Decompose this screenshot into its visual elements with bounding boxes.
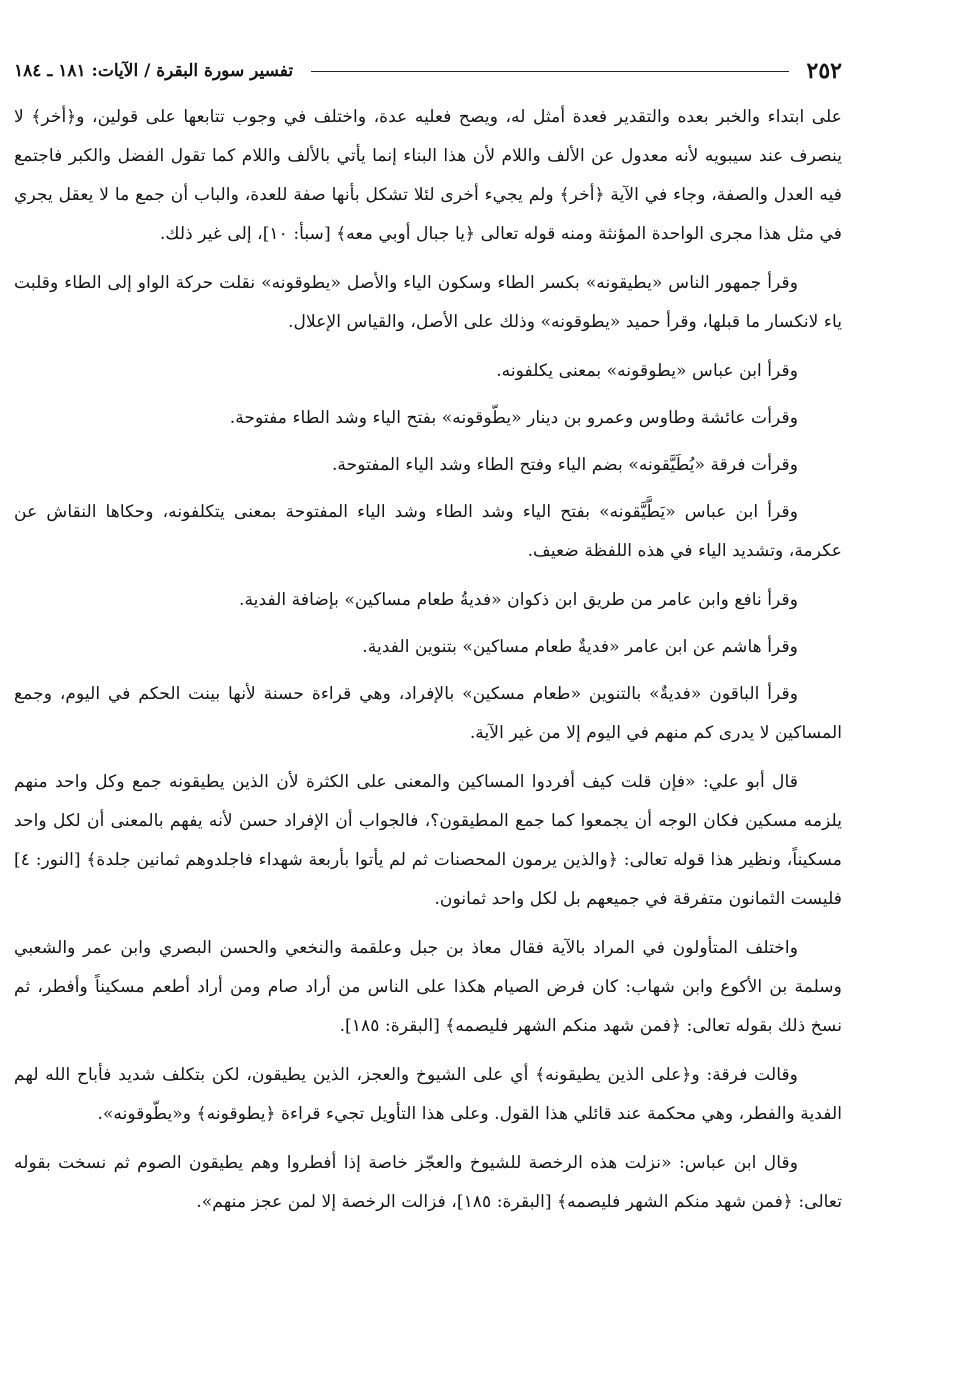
paragraph: قال أبو علي: «فإن قلت كيف أفردوا المساكين والمعنى على الكثرة لأن الذين يطيقونه جمع وكل واحد منهم يلزمه مسكين فكان الوجه أن يجمعوا كما جمع المطيقون؟، فالجواب أن الإفراد حسن لأنه يفهم بالمعنى أن لكل واحد مسكيناً، ونظير هذا قوله تعالى: ﴿والذين يرمون المحصنات ثم لم يأتوا بأربعة شهداء فاجلدوهم ثمانين جلدة﴾ [النور: ٤] فليست الثمانون متفرقة في جميعهم بل لكل واحد ثمانون. [14, 772, 842, 909]
header-divider [311, 71, 788, 72]
paragraph: واختلف المتأولون في المراد بالآية فقال معاذ بن جبل وعلقمة والنخعي والحسن البصري وابن عمر والشعبي وسلمة بن الأكوع وابن شهاب: كان فرض الصيام هكذا على الناس من أراد صام ومن أراد أطعم مسكيناً وأفطر، ثم نسخ ذلك بقوله تعالى: ﴿فمن شهد منكم الشهر فليصمه﴾ [البقرة: ١٨٥]. [14, 938, 842, 1036]
paragraph: وقال ابن عباس: «نزلت هذه الرخصة للشيوخ والعجّز خاصة إذا أفطروا وهم يطيقون الصوم ثم نسخت بقوله تعالى: ﴿فمن شهد منكم الشهر فليصمه﴾ [البقرة: ١٨٥]، فزالت الرخصة إلا لمن عجز منهم». [14, 1153, 842, 1212]
paragraph: وقرأ ابن عباس «يطوقونه» بمعنى يكلفونه. [496, 361, 798, 381]
paragraph: وقالت فرقة: و﴿على الذين يطيقونه﴾ أي على الشيوخ والعجز، الذين يطيقون، لكن بتكلف شديد فأباح الله لهم الفدية والفطر، وهي محكمة عند قائلي هذا القول. وعلى هذا التأويل تجيء قراءة ﴿يطوقونه﴾ و«يطّوقونه». [14, 1065, 842, 1124]
paragraph: وقرأت عائشة وطاوس وعمرو بن دينار «يطّوقونه» بفتح الياء وشد الطاء مفتوحة. [229, 408, 798, 428]
paragraph: وقرأت فرقة «يُطَيَّقونه» بضم الياء وفتح الطاء وشد الياء المفتوحة. [331, 455, 798, 475]
page-number: ٢٥٢ [806, 58, 842, 84]
running-title: تفسير سورة البقرة / الآيات: ١٨١ ـ ١٨٤ [14, 61, 294, 81]
page-body [14, 98, 842, 1222]
paragraph: على ابتداء والخبر بعده والتقدير فعدة أمثل له، ويصح فعليه عدة، واختلف في وجوب تتابعها على قولين، و﴿أخر﴾ لا ينصرف عند سيبويه لأنه معدول عن الألف واللام لأن هذا البناء إنما يأتي بالألف واللام كما تقول الفضل والكبر فاجتمع فيه العدل والصفة، وجاء في الآية ﴿أخر﴾ ولم يجيء أخرى لئلا تشكل بأنها صفة للعدة، والباب أن جمع ما لا يعقل يجري في مثل هذا مجرى الواحدة المؤنثة ومنه قوله تعالى ﴿يا جبال أوبي معه﴾ [سبأ: ١٠]، إلى غير ذلك. [14, 107, 842, 244]
paragraph: وقرأ الباقون «فديةٌ» بالتنوين «طعام مسكين» بالإفراد، وهي قراءة حسنة لأنها بينت الحكم في اليوم، وجمع المساكين لا يدرى كم منهم في اليوم إلا من غير الآية. [14, 684, 842, 743]
paragraph: وقرأ هاشم عن ابن عامر «فديةٌ طعام مساكين» بتنوين الفدية. [362, 637, 798, 657]
paragraph: وقرأ ابن عباس «يَطَّيَّقونه» بفتح الياء وشد الطاء وشد الياء المفتوحة بمعنى يتكلفونه، وحكاها النقاش عن عكرمة، وتشديد الياء في هذه اللفظة ضعيف. [14, 502, 842, 561]
page-header [14, 54, 842, 88]
book-page [14, 54, 842, 1232]
paragraph: وقرأ نافع وابن عامر من طريق ابن ذكوان «فديةُ طعام مساكين» بإضافة الفدية. [239, 590, 798, 610]
paragraph: وقرأ جمهور الناس «يطيقونه» بكسر الطاء وسكون الياء والأصل «يطوقونه» نقلت حركة الواو إلى الطاء وقلبت ياء لانكسار ما قبلها، وقرأ حميد «يطوقونه» وذلك على الأصل، والقياس الإعلال. [14, 273, 842, 332]
